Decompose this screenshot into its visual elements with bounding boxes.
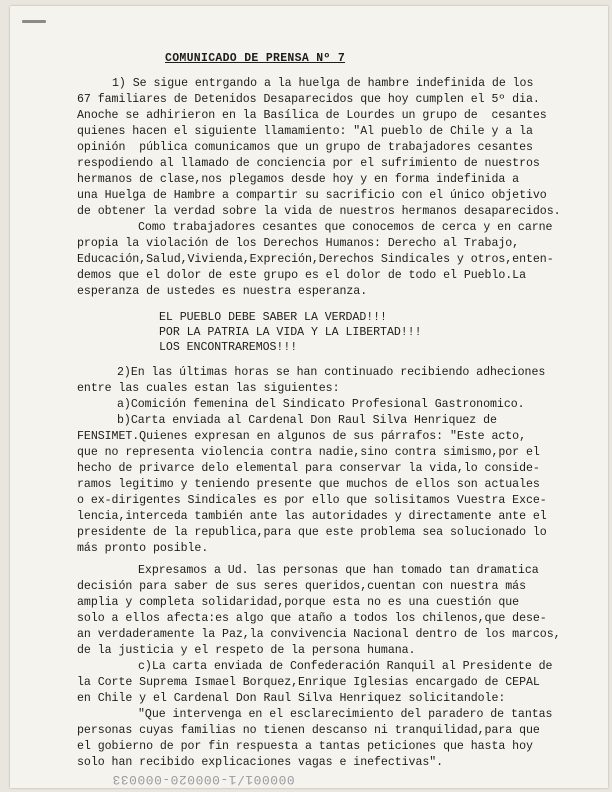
body-line: a)Comición femenina del Sindicato Profesional Gastronomico. [117, 398, 525, 411]
body-line: el gobierno de por fin respuesta a tantas peticiones que hasta hoy [77, 740, 533, 753]
body-line: LOS ENCONTRAREMOS!!! [159, 341, 298, 354]
body-line: respodiendo al llamado de conciencia por el sufrimiento de nuestros [77, 157, 540, 170]
staple-mark [22, 20, 46, 23]
body-line: "Que intervenga en el esclarecimiento del paradero de tantas [138, 708, 553, 721]
document-title: COMUNICADO DE PRENSA Nº 7 [165, 52, 346, 65]
body-line: personas cuyas familias no tienen descanso ni tranquilidad,para que [77, 724, 540, 737]
body-line: Expresamos a Ud. las personas que han tomado tan dramatica [138, 564, 539, 577]
body-line: la Corte Suprema Ismael Borquez,Enrique Iglesias encargado de CEPAL [77, 676, 540, 689]
body-line: hecho de privarce delo elemental para conservar la vida,lo conside- [77, 462, 540, 475]
body-line: o ex-dirigentes Sindicales es por ello que solisitamos Vuestra Exce- [77, 494, 547, 507]
body-line: hermanos de clase,nos plegamos desde hoy y en forma indefinida a [77, 173, 520, 186]
body-line: 67 familiares de Detenidos Desaparecidos que hoy cumplen el 5º dia. [77, 93, 540, 106]
body-line: solo han recibido explicaciones vagas e inefectivas". [77, 756, 444, 769]
body-line: esperanza de ustedes es nuestra esperanza. [77, 285, 368, 298]
archive-stamp: 000001/1-000020-000033 [112, 772, 295, 787]
body-line: POR LA PATRIA LA VIDA Y LA LIBERTAD!!! [159, 326, 422, 339]
body-line: FENSIMET.Quienes expresan en algunos de sus párrafos: "Este acto, [77, 430, 526, 443]
body-line: de la justicia y el respeto de la persona humana. [77, 644, 416, 657]
body-line: Como trabajadores cesantes que conocemos de cerca y en carne [138, 221, 553, 234]
body-line: solo a ellos afecta:es algo que ataño a todos los chilenos,que dese- [77, 612, 547, 625]
body-line: 2)En las últimas horas se han continuado recibiendo adheciones [117, 366, 546, 379]
body-line: que no representa violencia contra nadie,sino contra simismo,por el [77, 446, 540, 459]
body-line: EL PUEBLO DEBE SABER LA VERDAD!!! [159, 311, 387, 324]
body-line: en Chile y el Cardenal Don Raul Silva Henriquez solicitandole: [77, 692, 506, 705]
body-line: c)La carta enviada de Confederación Ranquil al Presidente de [138, 660, 553, 673]
body-line: Educación,Salud,Vivienda,Expreción,Derechos Sindicales y otros,enten- [77, 253, 554, 266]
body-line: b)Carta enviada al Cardenal Don Raul Silva Henriquez de [117, 414, 497, 427]
body-line: ramos legitimo y teniendo presente que muchos de ellos son actuales [77, 478, 540, 491]
body-line: an verdaderamente la Paz,la convivencia Nacional dentro de los marcos, [77, 628, 561, 641]
body-line: más pronto posible. [77, 542, 209, 555]
body-line: propia la violación de los Derechos Humanos: Derecho al Trabajo, [77, 237, 520, 250]
body-line: decisión para saber de sus seres queridos,cuentan con nuestra más [77, 580, 526, 593]
body-line: lencia,interceda también ante las autoridades y directamente ante el [77, 510, 547, 523]
body-line: amplia y completa solidaridad,porque esta no es una cuestión que [77, 596, 520, 609]
body-line: entre las cuales estan las siguientes: [77, 382, 340, 395]
body-line: demos que el dolor de este grupo es el dolor de todo el Pueblo.La [77, 269, 526, 282]
body-line: una Huelga de Hambre a compartir su sacrificio con el único objetivo [77, 189, 547, 202]
body-line: quienes hacen el siguiente llamamiento: "Al pueblo de Chile y a la [77, 125, 533, 138]
body-line: opinión pública comunicamos que un grupo de trabajadores cesantes [77, 141, 533, 154]
body-line: 1) Se sigue entrgando a la huelga de hambre indefinida de los [112, 77, 534, 90]
body-line: presidente de la republica,para que este problema sea solucionado lo [77, 526, 547, 539]
body-line: Anoche se adhirieron en la Basílica de Lourdes un grupo de cesantes [77, 109, 547, 122]
body-line: de obtener la verdad sobre la vida de nuestros hermanos desaparecidos. [77, 205, 561, 218]
